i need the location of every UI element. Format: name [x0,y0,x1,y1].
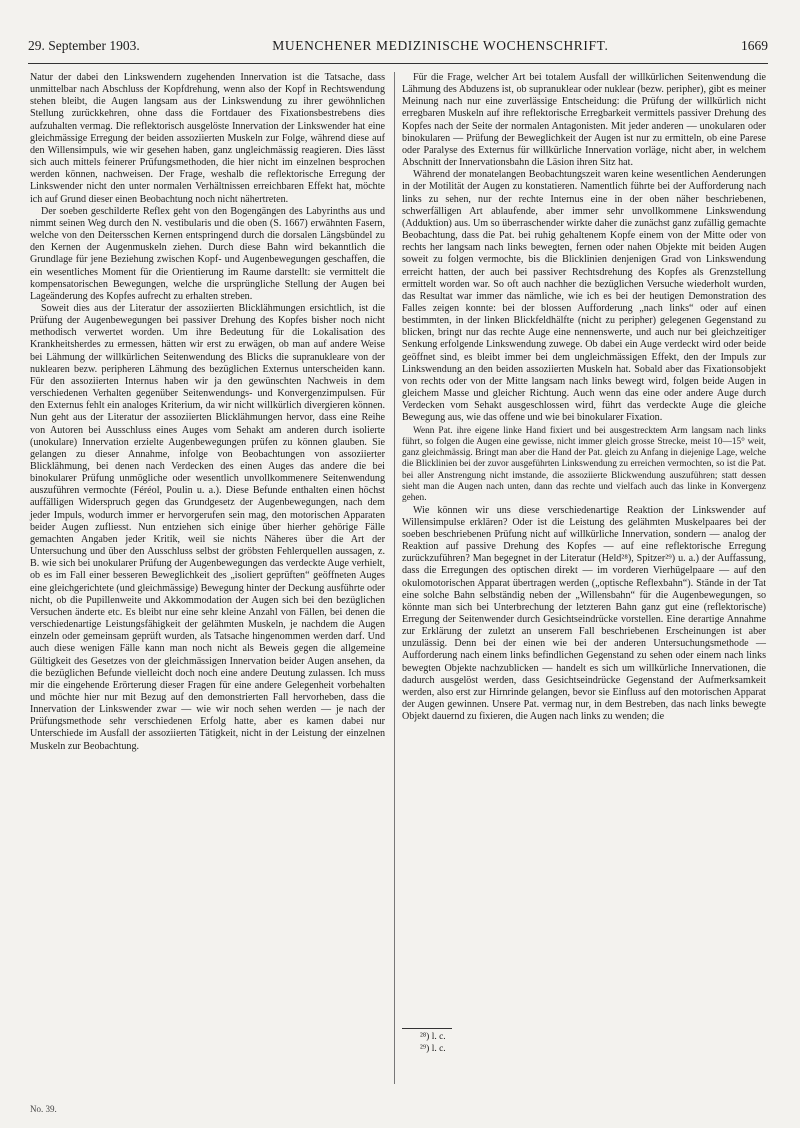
page-header [28,38,768,64]
issue-number: No. 39. [30,1104,57,1114]
column-divider [394,72,395,1084]
header-date: 29. September 1903. [28,38,140,53]
paragraph: Der soeben geschilderte Reflex geht von den Bogengängen des Labyrinths aus und nimmt seinen Weg durch den N. vestibularis und die oben (S. 1667) erwähnten Fasern, welche von den Deitersschen Kernen entspringend durch die dorsalen Längsbündel zu den Kernen der Augenmuskeln ziehen. Durch diese Bahn wird bekanntlich die Grundlage für jene Beziehung zwischen Kopf- und Augenbewegungen geschaffen, die ein wesentliches Moment für die Orientierung im Raume darstellt: sie vermittelt die kompensatorischen Bewegungen, welche die ursprüngliche Stellung der Augen bei Lageänderung des Kopfes aufrecht zu erhalten streben. [30,205,385,302]
paragraph: Soweit dies aus der Literatur der assoziierten Blicklähmungen ersichtlich, ist die Prüfung der Augenbewegungen bei passiver Drehung des Kopfes bisher noch nicht methodisch verwertet worden. Um ihre Bedeutung für die Lokalisation des Krankheitsherdes zu ermessen, hätten wir erst zu erwägen, ob man auf andere Weise bei Lähmung der willkürlichen Seitenwendung des Blicks die supranukleare von der nuklearen bezw. peripheren Lähmung des bezüglichen Externus unterscheiden kann. Für den assoziierten Internus haben wir ja den gewünschten Nachweis in dem verschiedenen Verhalten gegenüber Seitenwendungs- und Konvergenzimpulsen. Für den Externus fehlt ein analoges Kriterium, da wir nicht willkürlich divergieren können. Nun geht aus der Literatur der assoziierten Blicklähmungen hervor, dass eine Reihe von Autoren bei Ausschluss eines Auges vom Sehakt am anderen durch isolierte (unokulare) Innervation erzielte Augenbewegungen prüfen zu können glauben. Sie gelangen zu dieser Annahme, infolge von Beobachtungen von assoziierter Blicklähmung, bei denen nach Verdecken des einen Auges das andere die bei binokularer Prüfung unmögliche oder wesentlich unvollkommenere Seitenwendung auszuführen vermochte (Féréol, Poulin u. a.). Diese Befunde enthalten einen höchst auffälligen Widerspruch gegen das Grundgesetz der Augenbewegungen, nach dem jeder Impuls, wodurch immer er hervorgerufen sein mag, den motorischen Apparaten beider Augen zufliesst. Nun entziehen sich einige über hierher gehörige Fälle gemachten Angaben jeder Kritik, weil sie nichts Näheres über die Art der Untersuchung und über den Ausschluss selbst der gröbsten Fehlerquellen aussagen, z. B. wie sich bei unokularer Prüfung der Augenbewegungen das verdeckte Auge verhielt, ob es im Fall einer besseren Beweglichkeit des „isoliert geprüften“ geöffneten Auges eine gleichgerichtete (und gleichmässige) Bewegung hinter der Deckung ausführte oder nicht, ob die Pupillenweite und Akkommodation der Augen sich bei den bezüglichen Versuchen änderte etc. Es bleibt nur eine sehr kleine Anzahl von Fällen, bei denen die verschiedenartige Leistungsfähigkeit der gelähmten Muskeln, je nachdem die Augen einzeln oder gemeinsam geprüft wurden, als Tatsache hingenommen werden darf. Und auch diese wenigen Fälle kann man noch nicht als Beweis gegen die allgemeine Gültigkeit des Gesetzes von der gleichmässigen Innervation beider Augen ansehen, da die bezüglichen Befunde vielleicht doch noch eine andere Deutung zulassen. Ich muss mir die eingehende Erörterung dieser Fragen für eine andere Gelegenheit vorbehalten und möchte hier nur mit Bezug auf den demonstrierten Fall hervorheben, dass die Innervation der Linkswender zwar — wie wir noch sehen werden — je nach der Prüfungsmethode sehr verschiedenen Erfolg hatte, aber es kamen dabei nur Unterschiede im Ausfall der assoziierten Tätigkeit, nicht in der Leistung der einzelnen Muskeln zur Beobachtung. [30,302,385,752]
paragraph-small-print: Wenn Pat. ihre eigene linke Hand fixiert und bei ausgestrecktem Arm langsam nach links führt, so folgen die Augen eine gewisse, nicht immer gleich grosse Strecke, meist 10—15° weit, ganz gleichmässig. Bringt man aber die Hand der Pat. gleich zu Anfang in diejenige Lage, welche die Blicklinien bei der zuvor ausgeführten Linkswendung zu erreichen vermochten, so ist die Pat. bei aller Anstrengung nicht imstande, die assoziierte Blickwendung auszuführen; statt dessen sieht man die Augen nach unten, dann das rechte und vielfach auch das linke in Konvergenz gehen. [402,425,767,504]
journal-title: MUENCHENER MEDIZINISCHE WOCHENSCHRIFT. [272,38,609,53]
left-column [30,72,385,753]
paragraph: Natur der dabei den Linkswendern zugehenden Innervation ist die Tatsache, dass unmittelbar nach Abschluss der Kopfdrehung, wenn also der Kopf in Rechtswendung stehen bleibt, die Augen langsam aus der Linkswendung zu ihrer gewöhnlichen Stellung zurückkehren, ohne dass die Fortdauer des Fixationsbestrebens dies aufzuhalten vermag. Die reflektorisch ausgelöste Innervation der Linkswender hat eine gleichmässige Erregung der beiden assoziierten Muskeln zur Folge, während diese auf den Willensimpuls, wie wir gesehen haben, ganz ungleichmässig reagieren. Dies lässt sich auch mittels feinerer Prüfungsmethoden, die hier nicht im einzelnen besprochen werden können, nachweisen. Der Frage, weshalb die reflektorische Erregung der Linkswender nicht den unter normalen Verhältnissen erreichbaren Effekt hat, möchte ich auf Grund dieser einen Beobachtung noch nicht nähertreten. [30,72,385,205]
paragraph: Während der monatelangen Beobachtungszeit waren keine wesentlichen Aenderungen in der Motilität der Augen zu konstatieren. Namentlich führte bei der Aufforderung nach links zu sehen, nur der rechte Internus eine in der oben näher beschriebenen, schwerfälligen Art ablaufende, aber immer sehr unvollkommene Linkswendung (Adduktion) aus. Um so überraschender wirkte daher die zunächst ganz zufällig gemachte Beobachtung, dass die Pat. bei ruhig gehaltenem Kopfe einem von der Mitte oder von rechts her langsam nach links bewegten, fernen oder nahen Objekte mit beiden Augen soweit zu folgen vermochte, bis die Blicklinien denjenigen Grad von Linkswendung erreicht hatten, der auch bei passiver Rechtsdrehung des Kopfes als Grenzstellung ermittelt worden war. So oft auch nachher die bezüglichen Versuche wiederholt wurden, das Resultat war immer das nämliche, wie ich es bei der heutigen Demonstration des Falles zeigen konnte: bei der blossen Aufforderung „nach links“ oder auf einen bestimmten, in der linken Blickfeldhälfte (nicht zu peripher) gelegenen Gegenstand zu blicken, bringt nur das rechte Auge eine nennenswerte, und auch nur bei gleichzeitiger Senkung erfolgende Linkswendung zuwege. Ob dabei ein Auge verdeckt wird oder beide geöffnet sind, es bleibt immer bei dem ungleichmässigen Effekt, den der Impuls zur Linkswendung an den beiden assoziierten Muskeln hat. Sobald aber das Fixationsobjekt von rechts oder von der Mitte langsam nach links bewegt wird, folgen beide Augen in gleichem Masse und gleicher Richtung. Auch wenn das eine oder andere Auge durch Verdecken vom Sehakt ausgeschlossen wird, führt das verdeckte Auge die gleiche Bewegung aus, wie das offene und wie bei binokularer Fixation. [402,169,766,424]
right-column [402,72,766,723]
footnote: ²⁹) l. c. [420,1044,446,1054]
page-number: 1669 [740,38,768,53]
paragraph: Wie können wir uns diese verschiedenartige Reaktion der Linkswender auf Willensimpulse erklären? Oder ist die Leistung des gelähmten Muskelpaares bei der soeben beschriebenen Prüfung nicht auf willkürliche Innervation, sondern — analog der Reaktion auf passive Drehung des Kopfes — auf eine reflektorische Erregung zurückzuführen? Man begegnet in der Literatur (Held²⁸), Spitzer²⁹) u. a.) der Auffassung, dass die Erregungen des optischen direkt — im vorderen Vierhügelpaare — auf den okulomotorischen Apparat übertragen werden („optische Reflexbahn“). Stände in der Tat eine solche Bahn selbständig neben der „Willensbahn“ für die Augenbewegungen, so könnte man sich bei Unterbrechung der letzteren Bahn ganz gut eine (reflektorische) Erregung der Seitenwender durch Gesichtseindrücke vorstellen. Eine derartige Annahme zur Erklärung der zuletzt an unserem Fall beschriebenen Erscheinungen ist aber unzulässig. Denn bei der einen wie bei der anderen Untersuchungsmethode — Aufforderung nach einem links befindlichen Gegenstand zu sehen oder einem nach links bewegten Objekte nachzublicken — handelt es sich um willkürliche Innervationen, die dadurch ausgelöst werden, dass Gesichtseindrücke Gegenstand der Aufmerksamkeit werden, also erst zur Hirnrinde gelangen, bevor sie Einfluss auf den motorischen Apparat der Augen gewinnen. Unsere Pat. vermag nur, in dem Bestreben, das nach links bewegte Objekt dauernd zu fixieren, die Augen nach links zu wenden; die [402,504,766,723]
footnote-rule [402,1028,452,1029]
footnote: ²⁸) l. c. [420,1032,446,1042]
paragraph: Für die Frage, welcher Art bei totalem Ausfall der willkürlichen Seitenwendung die Lähmung des Abduzens ist, ob supranuklear oder nuklear (bezw. peripher), gibt es meiner Meinung nach nur eine zuverlässige Entscheidung: die Prüfung der willkürlich nicht erregbaren Muskeln auf ihre reflektorische Erregbarkeit vermittels passiver Drehung des Kopfes nach der Seite der normalen Antagonisten. Mit jeder anderen — unokularen oder binokularen — Prüfung der Beweglichkeit der Augen ist nur zu ermitteln, ob eine Parese oder Paralyse des Externus für willkürliche Innervation vorläge, nicht aber, in welchem Abschnitt der Innervationsbahn die Läsion ihren Sitz hat. [402,72,766,169]
